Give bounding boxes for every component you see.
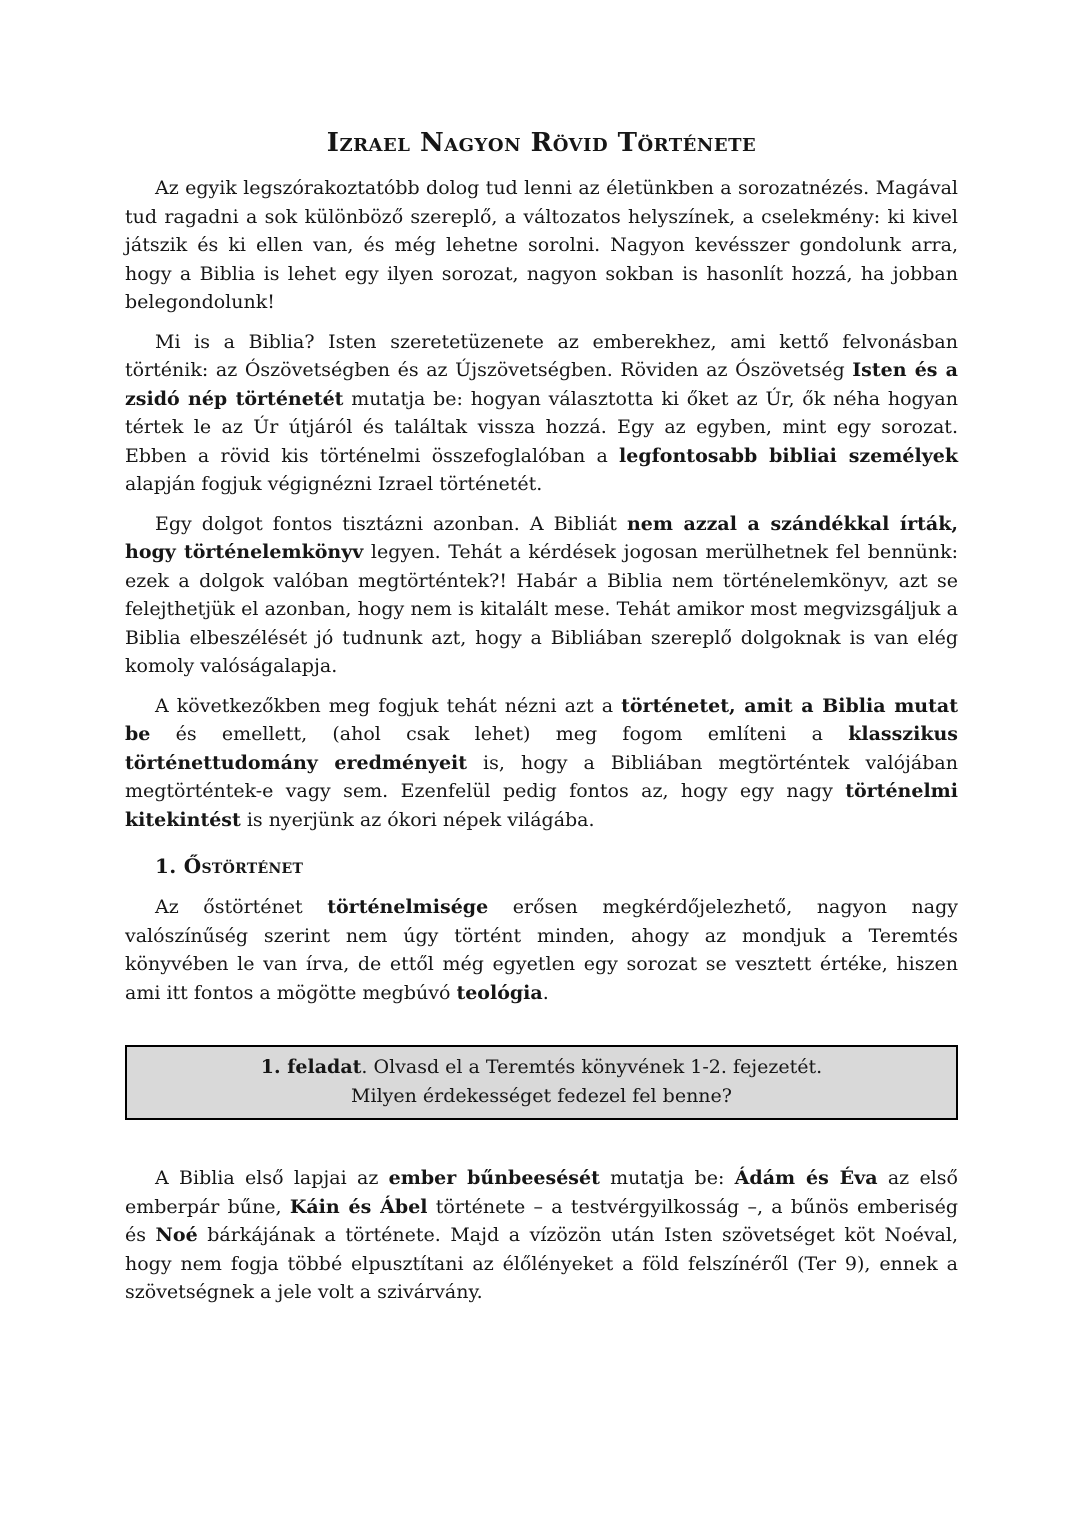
- text-run: Mi is a Biblia? Isten szeretetüzenete az emberekhez, ami kettő felvonásban történik: az Ószövetségben és az Újszövetségben. Röviden az Ószövetség: [125, 330, 958, 381]
- paragraph-ostortenet: [125, 893, 958, 1007]
- task-line-2: [141, 1082, 942, 1111]
- text-run: erősen megkérdőjelezhető, nagyon nagy valószínűség szerint nem úgy történt minden, ahogy az mondjuk a Teremtés könyvében le van írva, de ettől még egyetlen egy sorozat se vesztett értéke, hiszen ami itt fontos a mögötte megbúvó: [125, 896, 958, 1004]
- text-run: Az egyik legszórakoztatóbb dolog tud lenni az életünkben a sorozatnézés. Magával tud ragadni a sok különböző szereplő, a változatos helyszínek, a cselekmény: ki kivel játszik és ki ellen van, és még lehetne sorolni. Nagyon kevésszer gondolunk arra, hogy a Biblia is lehet egy ilyen sorozat, nagyon sokban is hasonlít hozzá, ha jobban belegondolunk!: [125, 177, 958, 313]
- bold-text-run: Noé: [155, 1224, 198, 1246]
- text-run: legyen. Tehát a kérdések jogosan merülhetnek fel bennünk: ezek a dolgok valóban megtörténtek?! Habár a Biblia nem történelemkönyv, azt se felejthetjük el azonban, hogy nem is kitalált mese. Tehát amikor most megvizsgáljuk a Biblia elbeszélését jó tudnunk azt, hogy a Bibliában szereplő dolgoknak is van elég komoly valóságalapja.: [125, 541, 958, 677]
- text-run: A Biblia első lapjai az: [155, 1167, 389, 1189]
- bold-text-run: ember bűnbeesését: [388, 1167, 600, 1189]
- paragraph-fall-of-man: [125, 1164, 958, 1307]
- text-run: is nyerjünk az ókori népek világába.: [240, 808, 595, 831]
- text-run: Az őstörténet: [155, 896, 328, 918]
- bold-text-run: teológia: [456, 981, 543, 1004]
- text-run: története – a testvérgyilkosság –, a bűnös emberiség és: [125, 1195, 958, 1246]
- bold-text-run: Ádám és Éva: [734, 1167, 878, 1189]
- paragraph-method: [125, 692, 958, 835]
- bold-text-run: 1. feladat: [260, 1056, 362, 1078]
- text-run: és emellett, (ahol csak lehet) meg fogom említeni a: [150, 723, 849, 745]
- text-run: mutatja be: hogyan választotta ki őket az Úr, ők néha hogyan tértek le az Úr útjáról és találtak vissza hozzá. Egy az egyben, mint egy sorozat. Ebben a rövid kis történelmi összefoglalóban a: [125, 387, 958, 467]
- bold-text-run: történetet, amit a Biblia mutat be: [125, 694, 958, 745]
- text-run: alapján fogjuk végignézni Izrael történetét.: [125, 473, 543, 495]
- bold-text-run: Isten és a zsidó nép történetét: [125, 359, 958, 410]
- text-run: . Olvasd el a Teremtés könyvének 1-2. fejezetét.: [361, 1056, 823, 1078]
- bold-text-run: Káin és Ábel: [289, 1195, 428, 1218]
- bold-text-run: történelmi kitekintést: [125, 780, 958, 831]
- paragraph-intro: [125, 174, 958, 317]
- text-run: .: [542, 981, 549, 1004]
- text-run: Milyen érdekességet fedezel fel benne?: [351, 1084, 732, 1107]
- text-run: is, hogy a Bibliában megtörténtek valójában megtörténtek-e vagy sem. Ezenfelül pedig fontos az, hogy egy nagy: [125, 751, 958, 802]
- document-title: Izrael Nagyon Rövid Története: [326, 128, 757, 158]
- task-box: [125, 1045, 958, 1120]
- section-heading-ostortenet: 1. Őstörténet: [155, 854, 304, 878]
- bold-text-run: klasszikus történettudomány eredményeit: [125, 723, 958, 774]
- task-line-1: [141, 1053, 942, 1082]
- bold-text-run: legfontosabb bibliai személyek: [619, 444, 958, 467]
- bold-text-run: történelmisége: [327, 896, 489, 918]
- text-run: mutatja be:: [599, 1167, 735, 1189]
- text-run: az első emberpár bűne,: [125, 1167, 958, 1218]
- text-run: A következőkben meg fogjuk tehát nézni azt a: [155, 694, 622, 717]
- text-run: bárkájának a története. Majd a vízözön után Isten szövetséget köt Noéval, hogy nem fogja többé elpusztítani az élőlényeket a föld felszínéről (Ter 9), ennek a szövetségnek a jele volt a szivárvány.: [125, 1224, 958, 1303]
- paragraph-not-history-book: [125, 510, 958, 681]
- bold-text-run: nem azzal a szándékkal írták, hogy történelemkönyv: [125, 512, 958, 563]
- paragraph-what-is-bible: [125, 328, 958, 499]
- text-run: Egy dolgot fontos tisztázni azonban. A Bibliát: [155, 512, 627, 535]
